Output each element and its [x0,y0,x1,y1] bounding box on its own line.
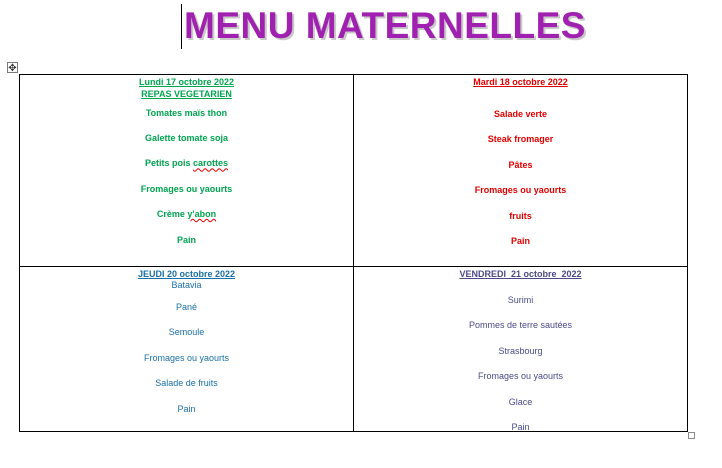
menu-item: Pâtes [508,159,533,170]
menu-item: Fromages ou yaourts [143,352,230,363]
day-heading: Lundi 17 octobre 2022 [138,77,235,87]
menu-item: Galette tomate soja [144,133,229,143]
menu-cell-tuesday [354,75,687,267]
day-heading: Mardi 18 octobre 2022 [473,77,568,87]
menu-item: fruits [509,210,532,221]
menu-item: Pain [511,421,530,432]
menu-item: Batavia [171,280,202,290]
menu-item: Fromages ou yaourts [477,371,564,382]
spelling-flag: y'abon [187,209,217,220]
day-heading: VENDREDI 21 octobre 2022 [459,269,582,279]
day-heading: JEUDI 20 octobre 2022 [137,269,236,279]
menu-item [20,151,353,176]
menu-item: Semoule [168,327,205,338]
menu-item: Steak fromager [487,134,554,145]
menu-item: Pain [510,235,530,246]
text-cursor [181,4,182,49]
menu-cell-thursday [20,267,354,431]
menu-item: Salade verte [493,109,548,119]
day-subheading: REPAS VEGETARIEN [141,89,232,99]
menu-cell-friday [354,267,687,431]
menu-item: Tomates maïs thon [145,108,228,118]
menu-item: Pain [177,403,196,414]
menu-table [19,74,688,432]
table-resize-handle[interactable] [688,432,695,439]
menu-item: Fromages ou yaourts [474,185,567,196]
table-move-handle-icon[interactable]: ✥ [8,63,17,74]
menu-item-text: Crème y'abon [156,209,217,220]
menu-item: Glace [508,396,533,407]
menu-item-text: Petits pois carottes [144,158,229,169]
menu-item: Fromages ou yaourts [140,183,233,194]
menu-item: Pommes de terre sautées [468,320,573,331]
spelling-flag: carottes [193,158,229,169]
menu-item [20,202,353,227]
menu-item: Strasbourg [498,345,543,356]
menu-item: Pain [176,234,196,245]
menu-item: Salade de fruits [155,378,218,389]
page-title: MENU MATERNELLES [184,5,586,46]
menu-item: Pané [175,302,198,312]
menu-item: Surimi [507,295,534,305]
menu-cell-monday [20,75,354,267]
